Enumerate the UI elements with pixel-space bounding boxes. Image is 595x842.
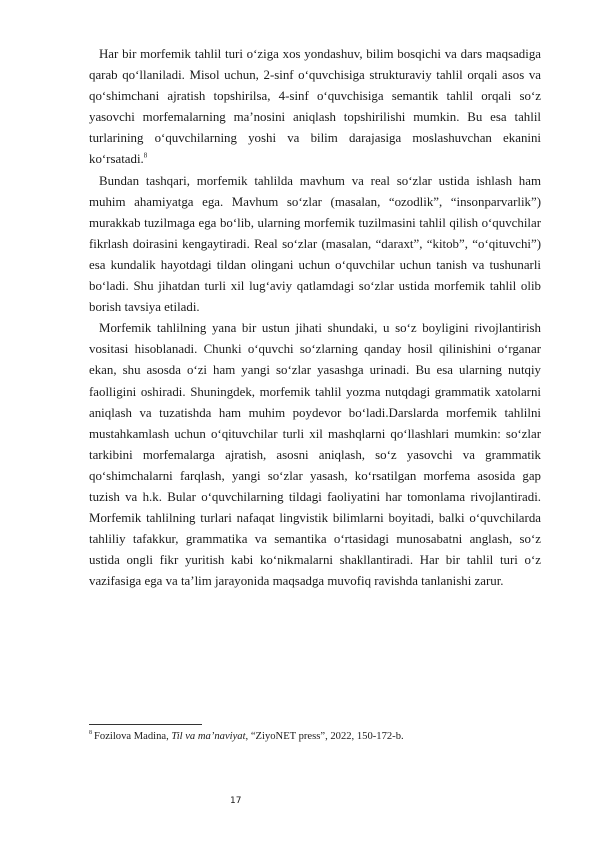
paragraph-3 (89, 318, 541, 592)
footnote-divider (89, 724, 202, 725)
footnote-author: Fozilova Madina, (94, 731, 172, 742)
footnote-title: Til va ma’naviyat (171, 731, 246, 742)
page-number: 17 (230, 796, 242, 806)
footnote-reference[interactable]: 8 (143, 152, 148, 161)
body-text (89, 44, 541, 592)
footnote-mark: 8 (89, 730, 92, 737)
paragraph-3-text: Morfemik tahlilning yana bir ustun jihati shundaki, u so‘z boyligini rivojlantirish vositasi hisoblanadi. Chunki o‘quvchi so‘zlarning qanday hosil qilinishini o‘rganar ekan, shu asosda o‘zi ham yangi so‘zlar yasashga urinadi. Bu esa ularning nutqiy faolligini oshiradi. Shuningdek, morfemik tahlil yozma nutqdagi grammatik xatolarni aniqlash va tuzatishda ham muhim poydevor bo‘ladi.Darslarda morfemik tahlilni mustahkamlash uchun o‘qituvchilar turli xil mashqlarni qo‘llashlari mumkin: so‘zlar tarkibini morfemalarga ajratish, asosni aniqlash, so‘z yasovchi va grammatik qo‘shimchalarni farqlash, yangi so‘zlar yasash, ko‘rsatilgan morfema asosida gap tuzish va h.k. Bular o‘quvchilarning tildagi faoliyatini har tomonlama rivojlantiradi. Morfemik tahlilning turlari nafaqat lingvistik bilimlarni boyitadi, balki o‘quvchilarda tahliliy tafakkur, grammatika va semantika o‘rtasidagi munosabatni anglash, so‘z ustida ongli fikr yuritish kabi ko‘nikmalarni shakllantiradi. Har bir tahlil turi o‘z vazifasiga ega va ta’lim jarayonida maqsadga muvofiq ravishda tanlanishi zarur. (89, 321, 541, 589)
paragraph-2-text: Bundan tashqari, morfemik tahlilda mavhum va real so‘zlar ustida ishlash ham muhim ahamiyatga ega. Mavhum so‘zlar (masalan, “ozodlik”, “insonparvarlik”) murakkab tuzilmaga ega bo‘lib, ularning morfemik tuzilmasini tahlil qilish o‘quvchilar fikrlash doirasini kengaytiradi. Real so‘zlar (masalan, “daraxt”, “kitob”, “o‘qituvchi”) esa kundalik hayotdagi tildan olingani uchun o‘quvchilar uchun tanish va tushunarli bo‘ladi. Shu jihatdan turli xil lug‘aviy qatlamdagi so‘zlar ustida morfemik tahlil olib borish tavsiya etiladi. (89, 173, 541, 315)
footnote-source: , “ZiyoNET press”, 2022, 150-172-b. (245, 731, 404, 742)
paragraph-1 (89, 44, 541, 171)
paragraph-1-text: Har bir morfemik tahlil turi o‘ziga xos yondashuv, bilim bosqichi va dars maqsadiga qarab qo‘llaniladi. Misol uchun, 2-sinf o‘quvchisiga strukturaviy tahlil orqali asos va qo‘shimchani ajratish topshirilsa, 4-sinf o‘quvchisiga semantik tahlil orqali so‘z yasovchi morfemalarning ma’nosini aniqlash topshirilishi mumkin. Bu esa tahlil turlarining o‘quvchilarning yoshi va bilim darajasiga moslashuvchan ekanini ko‘rsatadi. (89, 47, 541, 167)
paragraph-2 (89, 171, 541, 319)
footnote (89, 730, 541, 743)
